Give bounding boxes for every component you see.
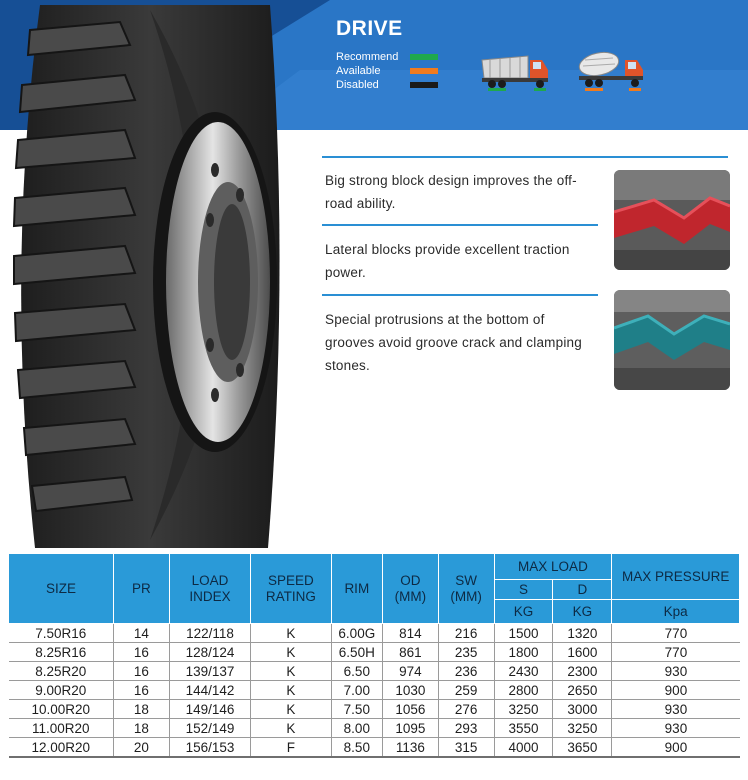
groove-protrusion-thumbnail: [614, 290, 730, 390]
cell-load-s: 4000: [494, 738, 553, 758]
legend-label: Available: [336, 65, 381, 77]
cell-pressure: 900: [612, 681, 740, 700]
cell-pr: 16: [114, 662, 170, 681]
cell-pr: 14: [114, 624, 170, 643]
legend-swatch-black: [410, 82, 438, 88]
cell-od: 1030: [383, 681, 439, 700]
cell-sw: 293: [438, 719, 494, 738]
cell-load-s: 1500: [494, 624, 553, 643]
availability-legend: [336, 50, 438, 92]
cell-load-d: 2650: [553, 681, 612, 700]
legend-swatch-green: [410, 54, 438, 60]
header-s: S: [494, 580, 553, 600]
cell-load-d: 1320: [553, 624, 612, 643]
cell-od: 814: [383, 624, 439, 643]
cell-load-s: 2430: [494, 662, 553, 681]
cell-pr: 16: [114, 643, 170, 662]
header-rim: RIM: [331, 554, 382, 624]
cell-load-d: 2300: [553, 662, 612, 681]
cell-sw: 216: [438, 624, 494, 643]
cell-pressure: 900: [612, 738, 740, 758]
table-row: [9, 681, 740, 700]
cell-load-d: 3250: [553, 719, 612, 738]
cell-size: 10.00R20: [9, 700, 114, 719]
cell-pr: 18: [114, 719, 170, 738]
cell-size: 12.00R20: [9, 738, 114, 758]
cell-speed-rating: K: [251, 643, 331, 662]
cell-pressure: 930: [612, 719, 740, 738]
cell-speed-rating: F: [251, 738, 331, 758]
header-size: SIZE: [9, 554, 114, 624]
cell-pr: 18: [114, 700, 170, 719]
feature-text-traction: Lateral blocks provide excellent traction power.: [325, 242, 570, 280]
header-kg-d: KG: [553, 600, 612, 624]
cell-rim: 7.00: [331, 681, 382, 700]
cell-sw: 259: [438, 681, 494, 700]
legend-available: [336, 64, 438, 78]
table-row: [9, 662, 740, 681]
header-sw: SW (MM): [438, 554, 494, 624]
table-row: [9, 738, 740, 758]
cell-load-index: 139/137: [169, 662, 250, 681]
cell-pressure: 930: [612, 700, 740, 719]
cell-load-d: 1600: [553, 643, 612, 662]
cell-pressure: 930: [612, 662, 740, 681]
legend-label: Disabled: [336, 79, 379, 91]
cell-od: 1056: [383, 700, 439, 719]
tread-block-thumbnail: [614, 170, 730, 270]
legend-disabled: [336, 78, 438, 92]
cell-load-index: 156/153: [169, 738, 250, 758]
cell-load-s: 2800: [494, 681, 553, 700]
cell-sw: 276: [438, 700, 494, 719]
cell-pressure: 770: [612, 643, 740, 662]
cell-size: 7.50R16: [9, 624, 114, 643]
cell-load-index: 149/146: [169, 700, 250, 719]
cell-sw: 236: [438, 662, 494, 681]
cell-rim: 6.50H: [331, 643, 382, 662]
header-od: OD (MM): [383, 554, 439, 624]
header-load-index: LOAD INDEX: [169, 554, 250, 624]
cell-load-index: 152/149: [169, 719, 250, 738]
cell-load-index: 122/118: [169, 624, 250, 643]
cell-speed-rating: K: [251, 719, 331, 738]
cell-speed-rating: K: [251, 662, 331, 681]
cell-pr: 20: [114, 738, 170, 758]
drive-title: DRIVE: [336, 17, 403, 40]
cell-rim: 6.00G: [331, 624, 382, 643]
cell-load-s: 3550: [494, 719, 553, 738]
cell-load-s: 3250: [494, 700, 553, 719]
table-row: [9, 700, 740, 719]
header-kpa: Kpa: [612, 600, 740, 624]
dump-truck-icon: [478, 50, 552, 92]
legend-recommend: [336, 50, 438, 64]
cell-pressure: 770: [612, 624, 740, 643]
feature-divider: [322, 224, 598, 226]
table-row: [9, 624, 740, 643]
table-row: [9, 643, 740, 662]
cell-load-s: 1800: [494, 643, 553, 662]
tire-image: [0, 0, 300, 550]
feature-divider: [322, 156, 728, 158]
feature-divider: [322, 294, 598, 296]
feature-text-block: Big strong block design improves the off-road ability.: [325, 173, 577, 211]
cell-rim: 7.50: [331, 700, 382, 719]
cell-size: 8.25R16: [9, 643, 114, 662]
cell-od: 861: [383, 643, 439, 662]
cell-load-d: 3000: [553, 700, 612, 719]
legend-swatch-orange: [410, 68, 438, 74]
feature-text-protrusions: Special protrusions at the bottom of grooves avoid groove crack and clamping stones.: [325, 312, 582, 373]
cell-speed-rating: K: [251, 681, 331, 700]
cell-sw: 315: [438, 738, 494, 758]
cell-size: 11.00R20: [9, 719, 114, 738]
cell-od: 974: [383, 662, 439, 681]
header-max-load: MAX LOAD: [494, 554, 612, 580]
header-max-pressure: MAX PRESSURE: [612, 554, 740, 600]
table-row: [9, 719, 740, 738]
spec-table: [8, 553, 740, 758]
header-kg-s: KG: [494, 600, 553, 624]
mixer-truck-icon: [575, 46, 647, 92]
header-d: D: [553, 580, 612, 600]
cell-pr: 16: [114, 681, 170, 700]
cell-rim: 6.50: [331, 662, 382, 681]
cell-rim: 8.50: [331, 738, 382, 758]
legend-label: Recommend: [336, 51, 399, 63]
cell-speed-rating: K: [251, 700, 331, 719]
cell-size: 9.00R20: [9, 681, 114, 700]
header-pr: PR: [114, 554, 170, 624]
cell-sw: 235: [438, 643, 494, 662]
cell-size: 8.25R20: [9, 662, 114, 681]
cell-od: 1095: [383, 719, 439, 738]
cell-rim: 8.00: [331, 719, 382, 738]
cell-speed-rating: K: [251, 624, 331, 643]
cell-load-index: 128/124: [169, 643, 250, 662]
cell-load-d: 3650: [553, 738, 612, 758]
header-speed-rating: SPEED RATING: [251, 554, 331, 624]
cell-od: 1136: [383, 738, 439, 758]
cell-load-index: 144/142: [169, 681, 250, 700]
